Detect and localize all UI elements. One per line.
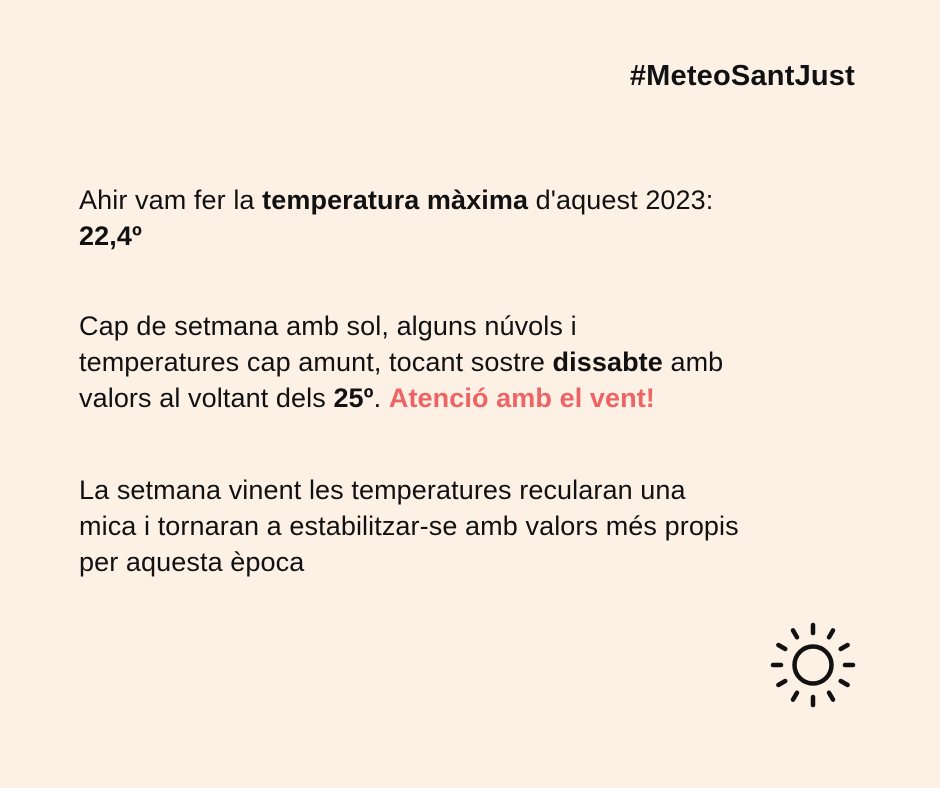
p1-line-2: [79, 218, 869, 254]
p3-line-2: mica i tornaran a estabilitzar-se amb valors més propis: [79, 511, 739, 541]
p1-line-1-text-start: Ahir vam fer la: [79, 185, 263, 215]
hashtag-title: #MeteoSantJust: [629, 60, 855, 92]
paragraph-next-week: [79, 472, 869, 580]
forecast-temperature-value: 25º: [333, 383, 374, 413]
p1-line-1-text-end: d'aquest 2023:: [528, 185, 714, 215]
saturday-highlight: dissabte: [552, 347, 663, 377]
paragraph-weekend-forecast: [79, 308, 869, 416]
p2-line-3: [79, 380, 869, 416]
p3-line-1: La setmana vinent les temperatures recularan una: [79, 475, 686, 505]
max-temperature-value: 22,4º: [79, 221, 142, 251]
sun-icon: [768, 620, 858, 710]
p2-line-2-text-start: temperatures cap amunt, tocant sostre: [79, 347, 553, 377]
p2-line-2: [79, 344, 869, 380]
max-temperature-label: temperatura màxima: [262, 185, 529, 215]
p2-line-2-text-end: amb: [662, 347, 724, 377]
p3-line-3: per aquesta època: [79, 547, 305, 577]
p2-line-3-punctuation: .: [373, 383, 389, 413]
p2-line-3-text-start: valors al voltant dels: [79, 383, 334, 413]
wind-alert: Atenció amb el vent!: [388, 383, 655, 413]
p1-line-1: [79, 182, 869, 218]
p2-line-1: Cap de setmana amb sol, alguns núvols i: [79, 311, 577, 341]
paragraph-max-temperature: [79, 182, 869, 254]
